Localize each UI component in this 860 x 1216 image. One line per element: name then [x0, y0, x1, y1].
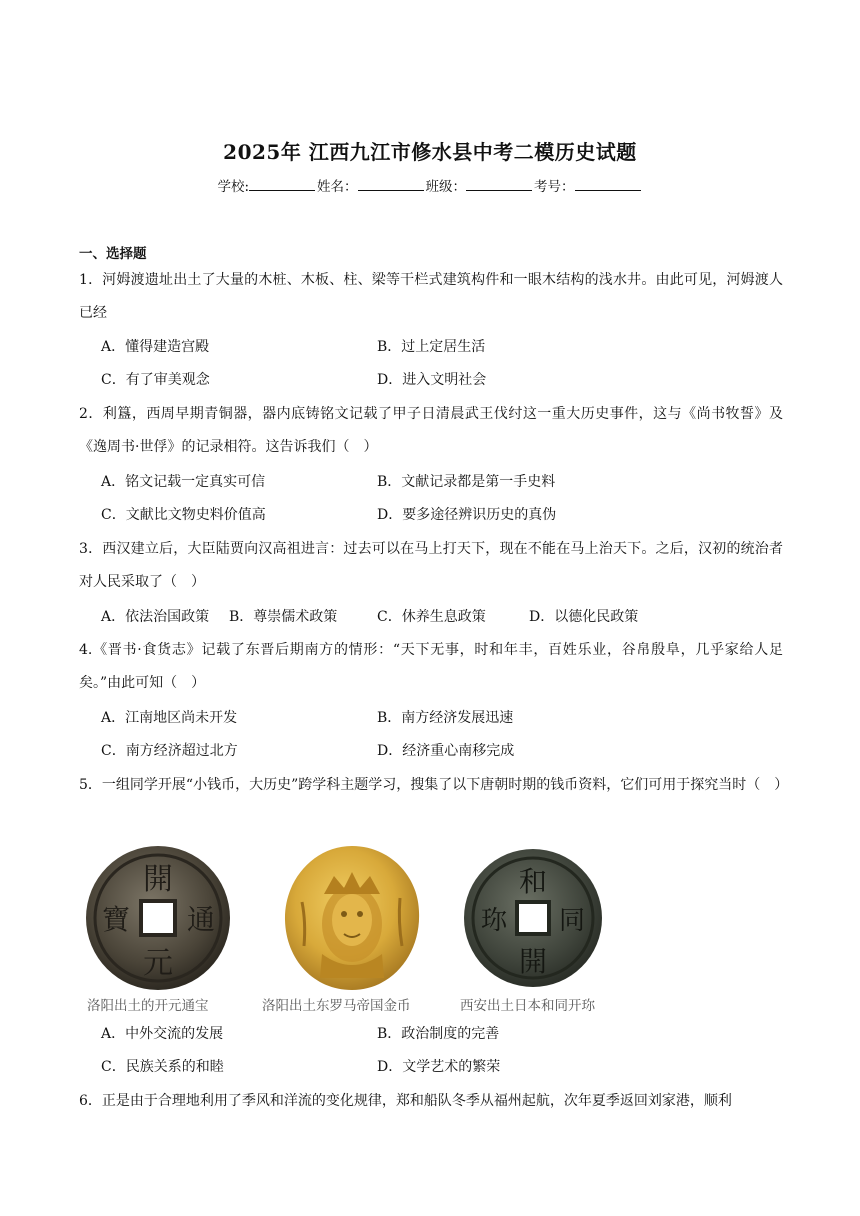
kaiyuan-coin-image	[80, 843, 236, 993]
question-5-option-a: A．中外交流的发展	[101, 1026, 224, 1042]
question-2-stem: 2．利簋，西周早期青铜器，器内底铸铭文记载了甲子日清晨武王伐纣这一重大历史事件，这与《尚书牧誓》及《逸周书·世俘》的记录相符。这告诉我们（ ）	[79, 406, 783, 455]
question-5-option-d: D．文学艺术的繁荣	[377, 1059, 501, 1075]
question-3-option-a: A．依法治国政策	[101, 609, 210, 625]
question-3-option-b: B．尊崇儒术政策	[229, 609, 338, 625]
question-5-option-c: C．民族关系的和睦	[101, 1059, 224, 1075]
question-2-option-b: B．文献记录都是第一手史料	[377, 474, 556, 490]
coin-3-char-bottom: 開	[518, 945, 548, 978]
question-1-option-d: D．进入文明社会	[377, 372, 487, 388]
question-2-option-d: D．要多途径辨识历史的真伪	[377, 507, 557, 523]
exam-title: 2025年 江西九江市修水县中考二模历史试题	[223, 140, 637, 164]
coin-1-caption: 洛阳出土的开元通宝	[87, 998, 209, 1014]
question-2-option-c: C．文献比文物史料价值高	[101, 507, 266, 523]
question-3-option-d: D．以德化民政策	[529, 609, 639, 625]
question-1-option-c: C．有了审美观念	[101, 372, 210, 388]
name-label: 姓名：	[317, 179, 358, 195]
exam-no-blank	[575, 178, 641, 191]
question-6-stem: 6．正是由于合理地利用了季风和洋流的变化规律，郑和船队冬季从福州起航，次年夏季返回刘家港，顺利	[79, 1093, 732, 1109]
question-4-option-c: C．南方经济超过北方	[101, 743, 238, 759]
question-3-option-c: C．休养生息政策	[377, 609, 486, 625]
coin-3-char-left: 珎	[480, 906, 508, 936]
class-label: 班级：	[425, 179, 467, 195]
coin-1-char-top: 開	[143, 862, 173, 897]
school-blank	[249, 178, 315, 191]
question-5-stem: 5．一组同学开展“小钱币，大历史”跨学科主题学习，搜集了以下唐朝时期的钱币资料，它们可用于探究当时（ ）	[79, 777, 789, 793]
name-blank	[358, 178, 424, 191]
question-4-option-d: D．经济重心南移完成	[377, 743, 515, 759]
exam-no-label: 考号：	[534, 179, 575, 195]
section-title: 一、选择题	[79, 246, 147, 262]
coin-3-caption: 西安出土日本和同开珎	[460, 998, 595, 1014]
question-3-stem: 3．西汉建立后，大臣陆贾向汉高祖进言：过去可以在马上打天下，现在不能在马上治天下。之后，汉初的统治者对人民采取了（ ）	[79, 541, 783, 590]
student-info-line	[0, 175, 860, 195]
question-4-option-b: B．南方经济发展迅速	[377, 710, 514, 726]
question-4-stem: 4.《晋书·食货志》记载了东晋后期南方的情形：“天下无事，时和年丰，百姓乐业，谷帛殷阜，几乎家给人足矣。”由此可知（ ）	[79, 642, 783, 691]
question-1-option-a: A．懂得建造宫殿	[101, 339, 210, 355]
coin-2-caption: 洛阳出土东罗马帝国金币	[262, 998, 411, 1014]
question-1-stem: 1．河姆渡遗址出土了大量的木桩、木板、柱、梁等干栏式建筑构件和一眼木结构的浅水井。由此可见，河姆渡人已经	[79, 272, 783, 321]
question-2-option-a: A．铭文记载一定真实可信	[101, 474, 266, 490]
coin-1-char-bottom: 元	[143, 946, 173, 981]
coin-1-char-left: 寶	[101, 903, 131, 936]
school-label: 学校:	[217, 179, 250, 195]
question-4-option-a: A．江南地区尚未开发	[101, 710, 238, 726]
coin-1-char-right: 通	[186, 903, 216, 936]
coin-3-char-right: 同	[558, 906, 586, 936]
wado-kaichin-coin-image	[462, 843, 604, 993]
question-5-option-b: B．政治制度的完善	[377, 1026, 500, 1042]
coin-3-char-top: 和	[518, 865, 548, 898]
class-blank	[466, 178, 532, 191]
byzantine-gold-coin-image	[280, 842, 424, 994]
question-1-option-b: B．过上定居生活	[377, 339, 486, 355]
